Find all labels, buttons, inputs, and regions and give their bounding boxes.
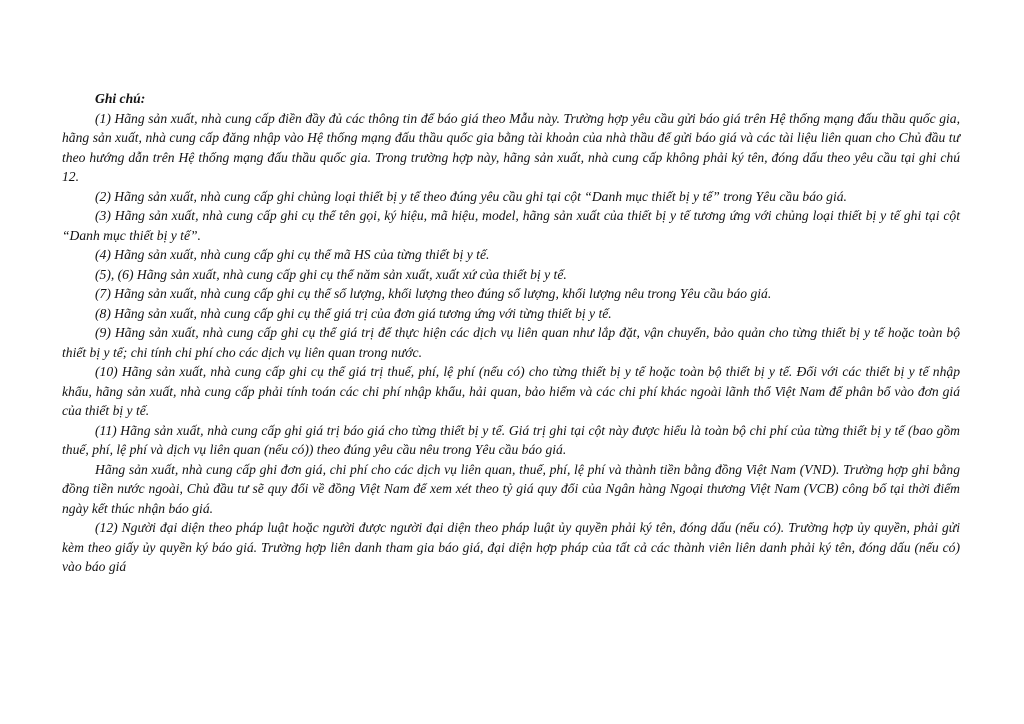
note-8: (8) Hãng sản xuất, nhà cung cấp ghi cụ thể giá trị của đơn giá tương ứng với từng thiết bị y tế. [95,305,612,321]
note-3: (3) Hãng sản xuất, nhà cung cấp ghi cụ thể tên gọi, ký hiệu, mã hiệu, model, hãng sản xuất của thiết bị y tế tương ứng với chủng loại thiết bị y tế ghi tại cột “Danh mục thiết bị y tế”. [62,208,960,243]
notes-heading: Ghi chú: [95,91,146,106]
note-11: (11) Hãng sản xuất, nhà cung cấp ghi giá trị báo giá cho từng thiết bị y tế. Giá trị ghi tại cột này được hiểu là toàn bộ chi phí của từng thiết bị y tế (bao gồm thuế, phí, lệ phí và dịch vụ liên quan (nếu có)) theo đúng yêu cầu nêu trong Yêu cầu báo giá. [62,422,960,457]
note-currency: Hãng sản xuất, nhà cung cấp ghi đơn giá, chi phí cho các dịch vụ liên quan, thuế, phí, lệ phí và thành tiền bằng đồng Việt Nam (VND). Trường hợp ghi bằng đồng tiền nước ngoài, Chủ đầu tư sẽ quy đổi về đồng Việt Nam để xem xét theo tỷ giá quy đổi của Ngân hàng Ngoại thương Việt Nam (VCB) công bố tại thời điểm ngày kết thúc nhận báo giá. [62,461,960,516]
note-12: (12) Người đại diện theo pháp luật hoặc người được người đại diện theo pháp luật ủy quyền phải ký tên, đóng dấu (nếu có). Trường hợp ủy quyền, phải gửi kèm theo giấy ủy quyền ký báo giá. Trường hợp liên danh tham gia báo giá, đại diện hợp pháp của tất cả các thành viên liên danh phải ký tên, đóng dấu (nếu có) vào báo giá [62,520,960,574]
note-2: (2) Hãng sản xuất, nhà cung cấp ghi chủng loại thiết bị y tế theo đúng yêu cầu ghi tại cột “Danh mục thiết bị y tế” trong Yêu cầu báo giá. [95,188,847,204]
note-1: (1) Hãng sản xuất, nhà cung cấp điền đầy đủ các thông tin để báo giá theo Mẫu này. Trường hợp yêu cầu gửi báo giá trên Hệ thống mạng đấu thầu quốc gia, hãng sản xuất, nhà cung cấp đăng nhập vào Hệ thống mạng đấu thầu quốc gia bằng tài khoản của nhà thầu để gửi báo giá và các tài liệu liên quan cho Chủ đầu tư theo hướng dẫn trên Hệ thống mạng đấu thầu quốc gia. Trong trường hợp này, hãng sản xuất, nhà cung cấp không phải ký tên, đóng dấu theo yêu cầu tại ghi chú 12. [62,110,960,184]
note-7: (7) Hãng sản xuất, nhà cung cấp ghi cụ thể số lượng, khối lượng theo đúng số lượng, khối lượng nêu trong Yêu cầu báo giá. [95,286,772,301]
note-5-6: (5), (6) Hãng sản xuất, nhà cung cấp ghi cụ thể năm sản xuất, xuất xứ của thiết bị y tế. [95,266,567,282]
note-10: (10) Hãng sản xuất, nhà cung cấp ghi cụ thể giá trị thuế, phí, lệ phí (nếu có) cho từng thiết bị y tế hoặc toàn bộ thiết bị y tế. Đối với các thiết bị y tế nhập khẩu, hãng sản xuất, nhà cung cấp phải tính toán các chi phí nhập khẩu, hải quan, bảo hiểm và các chi phí khác ngoài lãnh thổ Việt Nam để phân bổ vào đơn giá của thiết bị y tế. [62,364,960,418]
note-4: (4) Hãng sản xuất, nhà cung cấp ghi cụ thể mã HS của từng thiết bị y tế. [95,247,490,262]
note-9: (9) Hãng sản xuất, nhà cung cấp ghi cụ thể giá trị để thực hiện các dịch vụ liên quan như lắp đặt, vận chuyển, bảo quản cho từng thiết bị y tế hoặc toàn bộ thiết bị y tế; chi tính chi phí cho các dịch vụ liên quan trong nước. [62,325,960,360]
notes-document [62,89,960,577]
